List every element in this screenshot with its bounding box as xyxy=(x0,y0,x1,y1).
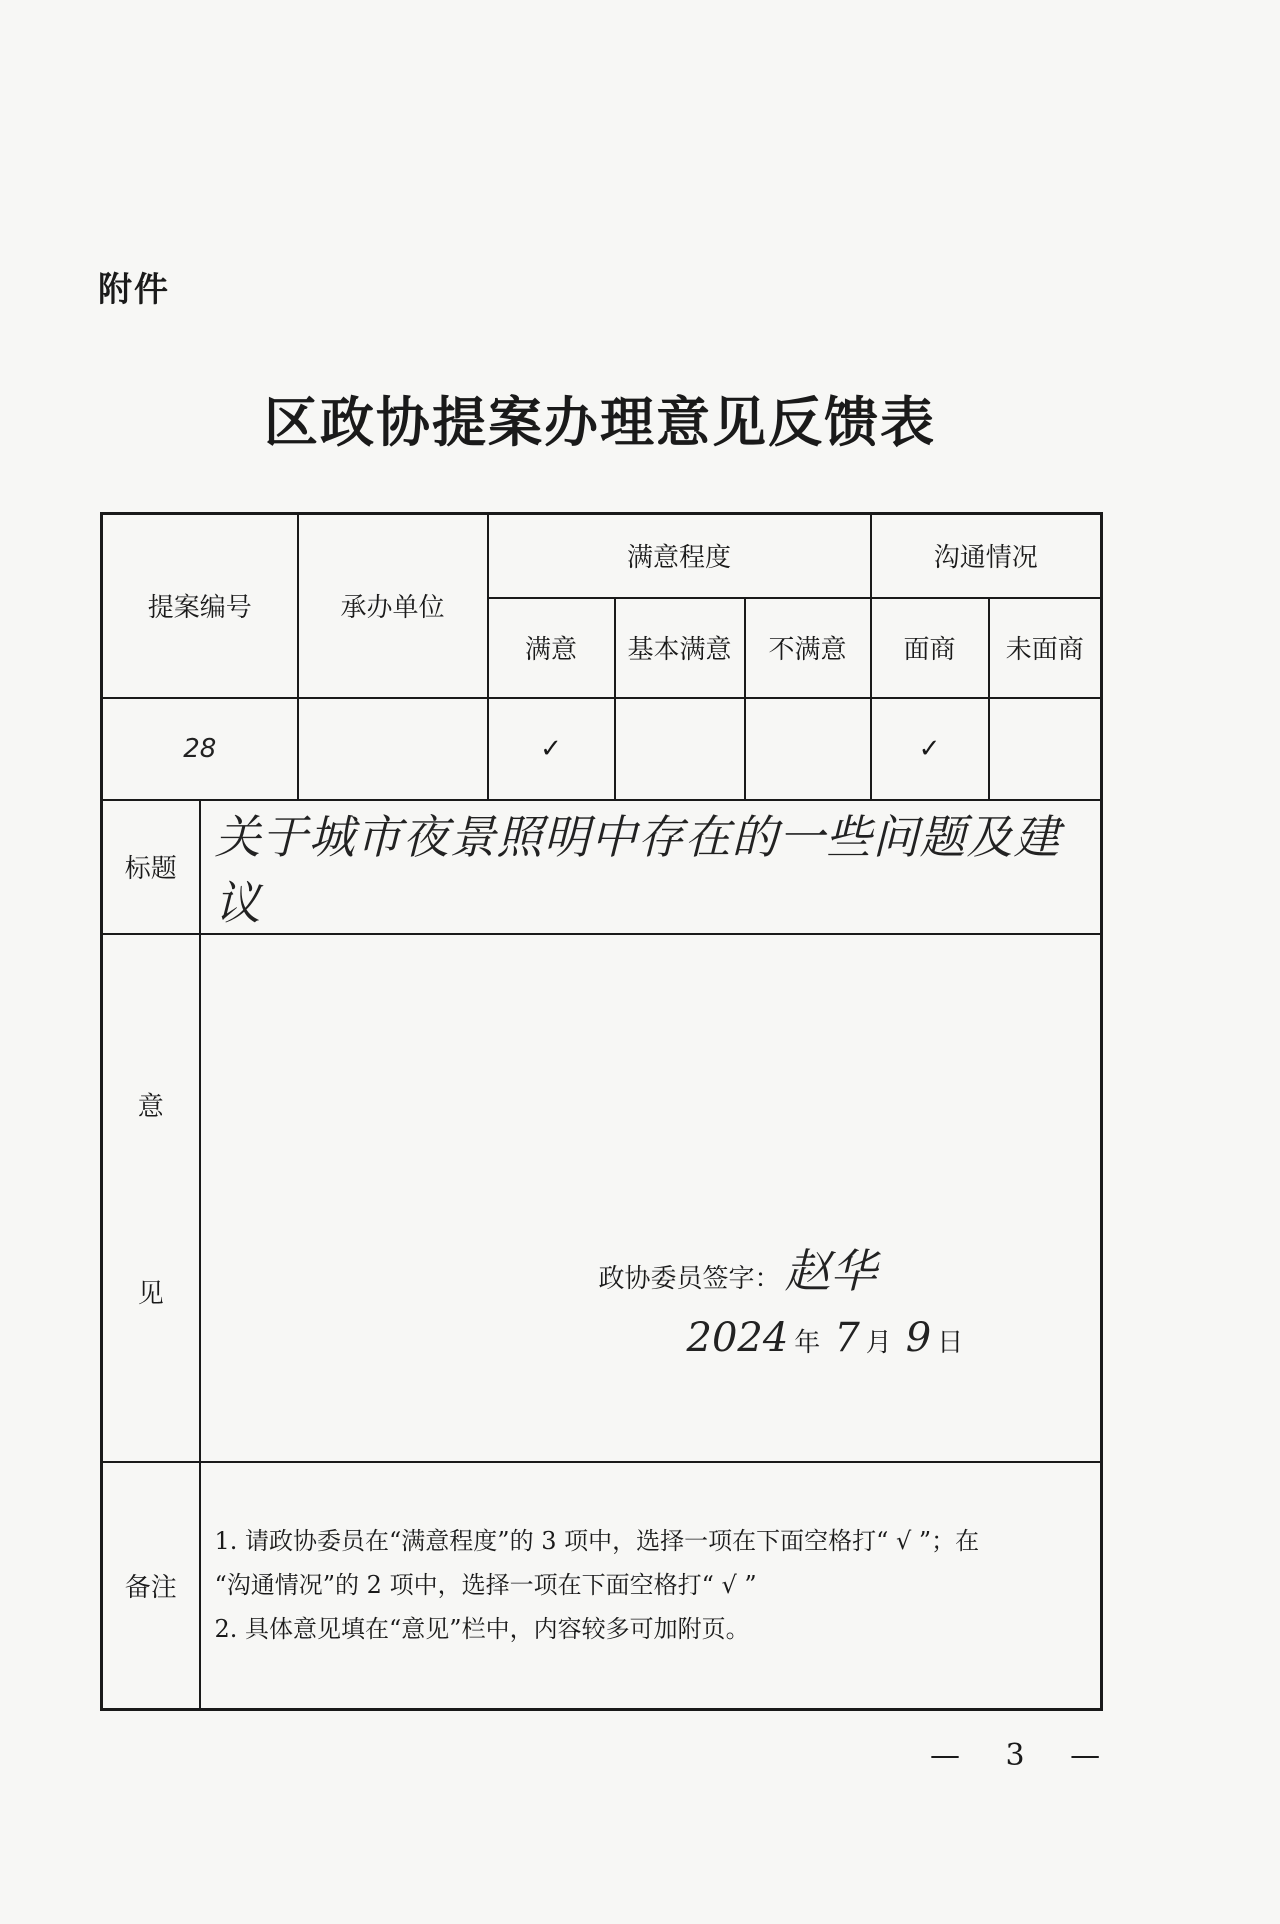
subject-label: 标题 xyxy=(102,800,200,934)
satisfied-checkmark[interactable]: ✓ xyxy=(488,698,615,800)
form-title: 区政协提案办理意见反馈表 xyxy=(264,390,936,454)
opinion-label-char-2: 见 xyxy=(137,1278,164,1309)
signature-date xyxy=(687,1315,978,1361)
attachment-label: 附件 xyxy=(98,270,170,310)
handling-unit-value[interactable] xyxy=(298,698,488,800)
day-unit: 日 xyxy=(937,1327,964,1358)
page-number: — 3 — xyxy=(930,1738,1119,1773)
proposal-no-header: 提案编号 xyxy=(102,514,298,698)
handling-unit-header: 承办单位 xyxy=(298,514,488,698)
opinion-label xyxy=(102,934,200,1462)
date-month[interactable]: 7 xyxy=(834,1314,860,1361)
satisfied-header: 满意 xyxy=(488,598,615,698)
communication-header: 沟通情况 xyxy=(871,514,1102,598)
not-satisfied-header: 不满意 xyxy=(745,598,871,698)
notes-line: “沟通情况”的 2 项中，选择一项在下面空格打“ √ ” xyxy=(214,1571,757,1600)
signature-name[interactable]: 赵华 xyxy=(784,1243,877,1298)
opinion-label-spacer xyxy=(103,1123,199,1273)
not-face-to-face-cell[interactable] xyxy=(989,698,1102,800)
notes-line: 1. 请政协委员在“满意程度”的 3 项中，选择一项在下面空格打“ √ ”；在 xyxy=(214,1527,980,1556)
not-satisfied-cell[interactable] xyxy=(745,698,871,800)
notes-content xyxy=(200,1462,1102,1710)
year-unit: 年 xyxy=(794,1327,821,1358)
signature-line xyxy=(599,1235,877,1301)
feedback-form-table xyxy=(100,512,1103,1711)
face-to-face-header: 面商 xyxy=(871,598,989,698)
face-to-face-checkmark[interactable]: ✓ xyxy=(871,698,989,800)
date-day[interactable]: 9 xyxy=(905,1314,932,1361)
proposal-no-value[interactable]: 28 xyxy=(102,698,298,800)
basically-satisfied-cell[interactable] xyxy=(615,698,745,800)
notes-line: 2. 具体意见填在“意见”栏中，内容较多可加附页。 xyxy=(214,1615,750,1644)
signature-label: 政协委员签字： xyxy=(598,1263,781,1294)
subject-value[interactable]: 关于城市夜景照明中存在的一些问题及建议 xyxy=(200,800,1102,934)
opinion-label-char-1: 意 xyxy=(137,1091,164,1122)
satisfaction-header: 满意程度 xyxy=(488,514,871,598)
date-year[interactable]: 2024 xyxy=(686,1314,789,1361)
not-face-to-face-header: 未面商 xyxy=(989,598,1102,698)
opinion-area[interactable] xyxy=(200,934,1102,1462)
basically-satisfied-header: 基本满意 xyxy=(615,598,745,698)
notes-label: 备注 xyxy=(102,1462,200,1710)
month-unit: 月 xyxy=(865,1327,892,1358)
